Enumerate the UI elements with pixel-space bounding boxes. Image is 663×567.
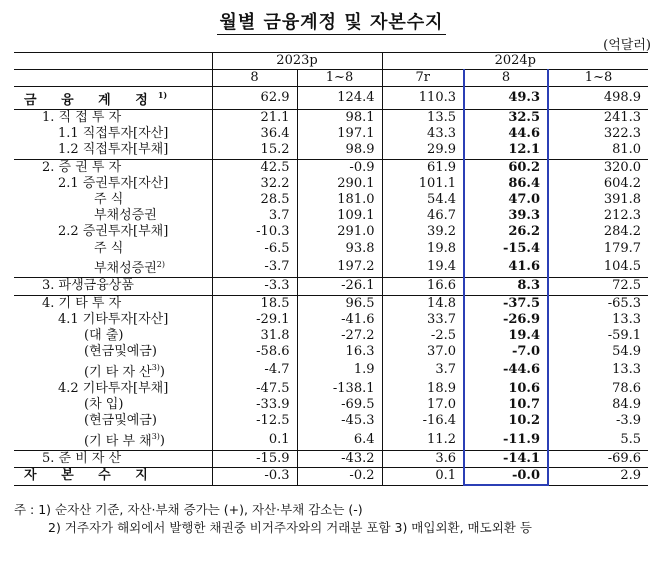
cell-value-highlight: 8.3 — [464, 278, 548, 295]
cell-value: -0.2 — [297, 468, 382, 486]
cell-value: 13.3 — [548, 312, 648, 328]
row-label — [14, 176, 212, 192]
table-row — [14, 176, 648, 192]
row-label-text: 5. 준 비 자 산 — [42, 450, 122, 466]
cell-value: 84.9 — [548, 397, 648, 413]
cell-value: -0.9 — [297, 159, 382, 176]
cell-value: 391.8 — [548, 192, 648, 208]
cell-value: 2.9 — [548, 468, 648, 486]
cell-value: 46.7 — [382, 208, 464, 224]
cell-value: 291.0 — [297, 224, 382, 240]
cell-value: 78.6 — [548, 381, 648, 397]
financial-account-table — [14, 52, 648, 486]
cell-value-highlight: 39.3 — [464, 208, 548, 224]
cell-value: 42.5 — [212, 159, 297, 176]
cell-value: 54.9 — [548, 344, 648, 360]
cell-value: -6.5 — [212, 241, 297, 257]
row-label-text: 1. 직 접 투 자 — [42, 109, 122, 125]
cell-value: -26.1 — [297, 278, 382, 295]
table-row — [14, 328, 648, 344]
cell-value: 3.7 — [382, 360, 464, 381]
cell-value-highlight: -0.0 — [464, 468, 548, 486]
header-col: 1~8 — [548, 70, 648, 87]
cell-value: 29.9 — [382, 142, 464, 159]
cell-value: -59.1 — [548, 328, 648, 344]
table-row — [14, 381, 648, 397]
row-label-text: 주 식 — [94, 191, 124, 207]
cell-value: 81.0 — [548, 142, 648, 159]
cell-value: -3.7 — [212, 257, 297, 278]
cell-value: 36.4 — [212, 126, 297, 142]
footnote-2: 2) 거주자가 해외에서 발행한 채권중 비거주자와의 거래분 포함 3) 매입외환, 매도외환 등 — [48, 520, 532, 535]
cell-value-highlight: 32.5 — [464, 109, 548, 126]
header-col: 1~8 — [297, 70, 382, 87]
row-label — [14, 257, 212, 278]
table-row — [14, 159, 648, 176]
cell-value: 13.5 — [382, 109, 464, 126]
cell-value: 93.8 — [297, 241, 382, 257]
cell-value: 18.9 — [382, 381, 464, 397]
cell-value: 98.9 — [297, 142, 382, 159]
row-label-text: 4.2 기타투자[부채] — [58, 380, 169, 396]
cell-value: 14.8 — [382, 295, 464, 312]
cell-value: -58.6 — [212, 344, 297, 360]
cell-value: 110.3 — [382, 87, 464, 110]
cell-value: 3.7 — [212, 208, 297, 224]
row-label-text: 4.1 기타투자[자산] — [58, 311, 169, 327]
table-row — [14, 468, 648, 486]
cell-value: 101.1 — [382, 176, 464, 192]
cell-value-highlight: 26.2 — [464, 224, 548, 240]
unit-label: (억달러) — [603, 38, 651, 53]
cell-value-highlight: 47.0 — [464, 192, 548, 208]
cell-value: 16.3 — [297, 344, 382, 360]
cell-value: 15.2 — [212, 142, 297, 159]
row-label-text: (기 타 자 산 — [84, 364, 152, 380]
cell-value: 98.1 — [297, 109, 382, 126]
cell-value: -45.3 — [297, 413, 382, 429]
cell-value-highlight: 10.7 — [464, 397, 548, 413]
cell-value-highlight: 49.3 — [464, 87, 548, 110]
row-label-text: 1.1 직접투자[자산] — [58, 126, 169, 142]
cell-value: -10.3 — [212, 224, 297, 240]
row-label-text: 금 융 계 정 — [24, 92, 158, 108]
cell-value: 179.7 — [548, 241, 648, 257]
row-label — [14, 295, 212, 312]
table-row — [14, 109, 648, 126]
cell-value: 498.9 — [548, 87, 648, 110]
cell-value: -3.3 — [212, 278, 297, 295]
footnote-1: 주 : 1) 순자산 기준, 자산·부채 증가는 (+), 자산·부채 감소는 (-) — [14, 502, 363, 517]
cell-value: 54.4 — [382, 192, 464, 208]
cell-value: 322.3 — [548, 126, 648, 142]
row-label-text: 부채성증권 — [94, 261, 157, 277]
row-label — [14, 328, 212, 344]
label-tail: ) — [159, 364, 165, 380]
cell-value: -4.7 — [212, 360, 297, 381]
cell-value: -43.2 — [297, 450, 382, 467]
cell-value-highlight: 41.6 — [464, 257, 548, 278]
row-label-text: 2.1 증권투자[자산] — [58, 175, 169, 191]
row-label — [14, 109, 212, 126]
cell-value: 290.1 — [297, 176, 382, 192]
cell-value: 72.5 — [548, 278, 648, 295]
cell-value: -41.6 — [297, 312, 382, 328]
cell-value: -138.1 — [297, 381, 382, 397]
cell-value: 62.9 — [212, 87, 297, 110]
table-row — [14, 208, 648, 224]
row-label-text: 2.2 증권투자[부채] — [58, 224, 169, 240]
row-label-text: 주 식 — [94, 240, 124, 256]
cell-value: 0.1 — [382, 468, 464, 486]
row-label-text: (차 입) — [84, 397, 124, 413]
cell-value: -47.5 — [212, 381, 297, 397]
cell-value: 11.2 — [382, 429, 464, 450]
cell-value: 241.3 — [548, 109, 648, 126]
row-label — [14, 224, 212, 240]
header-year-2023: 2023p — [212, 53, 382, 70]
footnotes — [14, 501, 532, 537]
cell-value: 18.5 — [212, 295, 297, 312]
table-row — [14, 192, 648, 208]
cell-value: 37.0 — [382, 344, 464, 360]
table-row — [14, 360, 648, 381]
table-row — [14, 413, 648, 429]
row-label-text: 4. 기 타 투 자 — [42, 295, 122, 311]
cell-value: -69.6 — [548, 450, 648, 467]
row-label-text: (기 타 부 채 — [84, 433, 152, 449]
header-col: 7r — [382, 70, 464, 87]
cell-value-highlight: 10.6 — [464, 381, 548, 397]
table-row — [14, 224, 648, 240]
row-label-text: 2. 증 권 투 자 — [42, 159, 122, 175]
cell-value: -0.3 — [212, 468, 297, 486]
footnote-marker: 1) — [157, 90, 168, 101]
row-label — [14, 87, 212, 110]
footnote-marker: 2) — [156, 259, 166, 269]
cell-value: 0.1 — [212, 429, 297, 450]
table-row — [14, 397, 648, 413]
cell-value: -3.9 — [548, 413, 648, 429]
table-row — [14, 142, 648, 159]
table-row — [14, 241, 648, 257]
row-label — [14, 450, 212, 467]
cell-value: 61.9 — [382, 159, 464, 176]
page-title: 월별 금융계정 및 자본수지 — [219, 12, 444, 33]
row-label-text: 3. 파생금융상품 — [42, 278, 134, 294]
row-label-text: 1.2 직접투자[부채] — [58, 142, 169, 158]
cell-value-highlight: -11.9 — [464, 429, 548, 450]
row-label — [14, 312, 212, 328]
row-label — [14, 208, 212, 224]
cell-value: 197.1 — [297, 126, 382, 142]
cell-value: -29.1 — [212, 312, 297, 328]
row-label — [14, 241, 212, 257]
row-label-text: 자 본 수 지 — [24, 468, 158, 484]
row-label — [14, 344, 212, 360]
cell-value: 320.0 — [548, 159, 648, 176]
cell-value: -33.9 — [212, 397, 297, 413]
header-year-2024: 2024p — [382, 53, 648, 70]
row-label — [14, 381, 212, 397]
row-label — [14, 360, 212, 381]
cell-value: 19.8 — [382, 241, 464, 257]
row-label — [14, 429, 212, 450]
table-row — [14, 450, 648, 467]
row-label-text: (대 출) — [84, 327, 124, 343]
table-row — [14, 295, 648, 312]
row-label — [14, 278, 212, 295]
footnote-marker: 3) — [151, 363, 160, 373]
table-row — [14, 126, 648, 142]
cell-value: 21.1 — [212, 109, 297, 126]
row-label — [14, 142, 212, 159]
cell-value: 109.1 — [297, 208, 382, 224]
row-label — [14, 192, 212, 208]
table-row — [14, 278, 648, 295]
row-label — [14, 413, 212, 429]
cell-value: 1.9 — [297, 360, 382, 381]
cell-value: 212.3 — [548, 208, 648, 224]
cell-value: -65.3 — [548, 295, 648, 312]
row-label — [14, 126, 212, 142]
row-label — [14, 468, 212, 486]
row-label — [14, 159, 212, 176]
header-row-months — [14, 70, 648, 87]
header-col-highlight: 8 — [464, 70, 548, 87]
header-col: 8 — [212, 70, 297, 87]
cell-value-highlight: 44.6 — [464, 126, 548, 142]
row-label-text: (현금및예금) — [84, 344, 157, 360]
row-label-text: (현금및예금) — [84, 413, 157, 429]
cell-value: 28.5 — [212, 192, 297, 208]
table-body — [14, 87, 648, 485]
cell-value-highlight: 86.4 — [464, 176, 548, 192]
cell-value-highlight: 60.2 — [464, 159, 548, 176]
cell-value: 104.5 — [548, 257, 648, 278]
row-label-text: 부채성증권 — [94, 208, 157, 224]
footnote-marker: 3) — [151, 432, 160, 442]
cell-value-highlight: -44.6 — [464, 360, 548, 381]
table-row — [14, 312, 648, 328]
cell-value: 197.2 — [297, 257, 382, 278]
cell-value: 96.5 — [297, 295, 382, 312]
table-row — [14, 87, 648, 110]
cell-value: -15.9 — [212, 450, 297, 467]
header-blank — [14, 70, 212, 87]
header-blank — [14, 53, 212, 70]
table-row — [14, 429, 648, 450]
table-row — [14, 344, 648, 360]
cell-value: 604.2 — [548, 176, 648, 192]
cell-value: 16.6 — [382, 278, 464, 295]
cell-value: -2.5 — [382, 328, 464, 344]
cell-value-highlight: -26.9 — [464, 312, 548, 328]
cell-value-highlight: -14.1 — [464, 450, 548, 467]
cell-value: 33.7 — [382, 312, 464, 328]
cell-value: 284.2 — [548, 224, 648, 240]
cell-value: -27.2 — [297, 328, 382, 344]
cell-value-highlight: 10.2 — [464, 413, 548, 429]
cell-value: 39.2 — [382, 224, 464, 240]
cell-value: 17.0 — [382, 397, 464, 413]
label-tail: ) — [159, 433, 165, 449]
table-row — [14, 257, 648, 278]
cell-value: -16.4 — [382, 413, 464, 429]
cell-value-highlight: 19.4 — [464, 328, 548, 344]
cell-value: 43.3 — [382, 126, 464, 142]
cell-value: 32.2 — [212, 176, 297, 192]
cell-value-highlight: -37.5 — [464, 295, 548, 312]
cell-value: 19.4 — [382, 257, 464, 278]
cell-value-highlight: -7.0 — [464, 344, 548, 360]
cell-value-highlight: 12.1 — [464, 142, 548, 159]
cell-value: 31.8 — [212, 328, 297, 344]
cell-value: 6.4 — [297, 429, 382, 450]
cell-value: 5.5 — [548, 429, 648, 450]
cell-value: -12.5 — [212, 413, 297, 429]
cell-value-highlight: -15.4 — [464, 241, 548, 257]
cell-value: 181.0 — [297, 192, 382, 208]
cell-value: -69.5 — [297, 397, 382, 413]
cell-value: 124.4 — [297, 87, 382, 110]
cell-value: 13.3 — [548, 360, 648, 381]
cell-value: 3.6 — [382, 450, 464, 467]
header-row-years — [14, 53, 648, 70]
row-label — [14, 397, 212, 413]
